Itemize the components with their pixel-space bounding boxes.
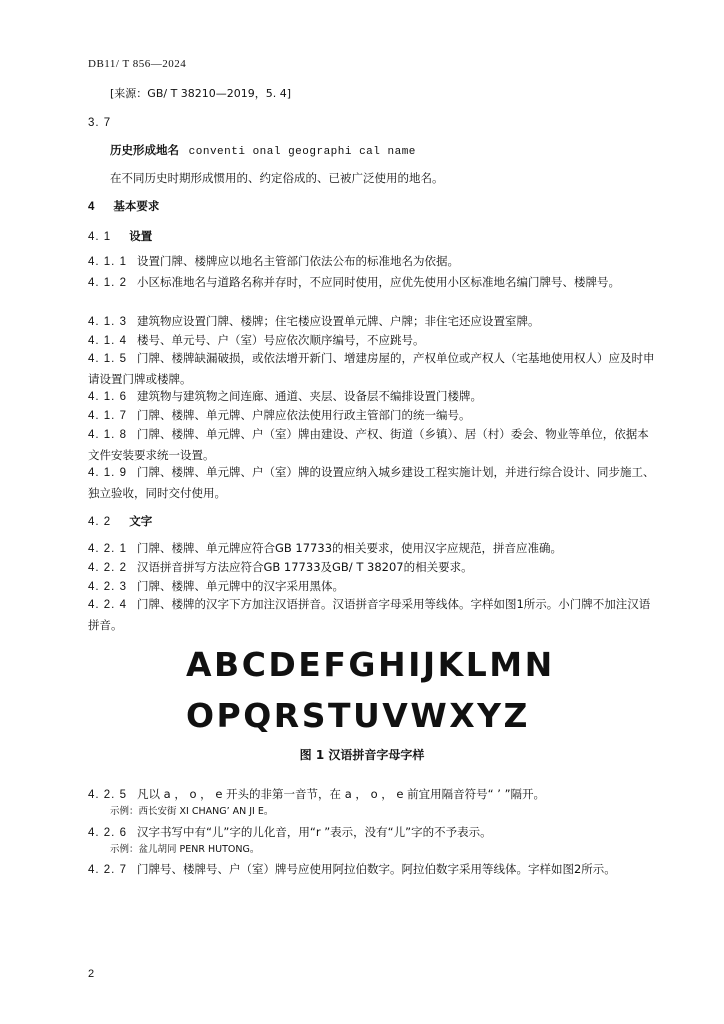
term-number: 3. 7 — [88, 117, 112, 129]
clause-text: 门牌、楼牌、单元牌应符合GB 17733的相关要求，使用汉字应规范，拼音应准确。 — [136, 541, 563, 555]
clause-4-1-6 — [88, 386, 660, 407]
section-4-2-number: 4. 2 — [88, 516, 112, 528]
page-number: 2 — [88, 968, 96, 980]
clause-text: 小区标准地名与道路名称并存时，不应同时使用，应优先使用小区标准地名编门牌号、楼牌号。 — [136, 275, 620, 289]
clause-text: 汉语拼音拼写方法应符合GB 17733及GB/ T 38207的相关要求。 — [136, 560, 473, 574]
section-4-number: 4 — [88, 201, 96, 213]
clause-number: 4. 1. 5 — [88, 353, 127, 365]
clause-4-1-2 — [88, 272, 660, 293]
clause-number: 4. 1. 6 — [88, 391, 127, 403]
example-4-2-6: 示例：盆儿胡同 PENR HUTONG。 — [110, 844, 260, 855]
clause-number: 4. 1. 7 — [88, 410, 127, 422]
term-heading — [110, 142, 416, 160]
term-definition: 在不同历史时期形成惯用的、约定俗成的、已被广泛使用的地名。 — [110, 171, 444, 185]
clause-number: 4. 2. 5 — [88, 789, 127, 801]
clause-number: 4. 1. 1 — [88, 256, 127, 268]
clause-4-1-7 — [88, 405, 660, 426]
clause-4-1-1 — [88, 251, 660, 272]
section-4-heading — [88, 198, 159, 215]
clause-number: 4. 1. 9 — [88, 467, 127, 479]
section-4-title: 基本要求 — [113, 199, 160, 213]
clause-4-2-4 — [88, 594, 660, 635]
clause-text: 门牌、楼牌、单元牌、户（室）牌由建设、产权、街道（乡镇）、居（村）委会、物业等单位，依据本文件安装要求统一设置。 — [88, 427, 649, 462]
clause-4-1-9 — [88, 462, 660, 503]
clause-number: 4. 2. 6 — [88, 827, 127, 839]
term-name-cn: 历史形成地名 — [110, 143, 179, 157]
clause-4-1-8 — [88, 424, 660, 465]
figure-1-caption: 图 1 汉语拼音字母字样 — [299, 748, 425, 762]
section-4-2-title: 文字 — [129, 514, 153, 528]
clause-number: 4. 1. 8 — [88, 429, 127, 441]
clause-text: 门牌、楼牌、单元牌中的汉字采用黑体。 — [136, 579, 344, 593]
clause-text: 设置门牌、楼牌应以地名主管部门依法公布的标准地名为依据。 — [136, 254, 459, 268]
document-code: DB11/ T 856—2024 — [88, 58, 187, 70]
clause-number: 4. 1. 3 — [88, 316, 127, 328]
clause-text: 门牌号、楼牌号、户（室）牌号应使用阿拉伯数字。阿拉伯数字采用等线体。字样如图2所示。 — [136, 862, 616, 876]
clause-4-2-2 — [88, 557, 660, 578]
figure-1-line-1: ABCDEFGHIJKLMN — [186, 645, 555, 684]
clause-number: 4. 1. 2 — [88, 277, 127, 289]
clause-number: 4. 2. 2 — [88, 562, 127, 574]
clause-text: 门牌、楼牌的汉字下方加注汉语拼音。汉语拼音字母采用等线体。字样如图1所示。小门牌不加注汉语拼音。 — [88, 597, 651, 632]
figure-1-line-2: OPQRSTUVWXYZ — [186, 696, 530, 735]
clause-4-2-6 — [88, 822, 660, 843]
section-4-1-number: 4. 1 — [88, 231, 112, 243]
clause-text: 楼号、单元号、户（室）号应依次顺序编号，不应跳号。 — [136, 333, 425, 347]
example-4-2-5: 示例：西长安街 XI CHANG’ AN JI E。 — [110, 806, 274, 817]
section-4-1-title: 设置 — [129, 229, 153, 243]
clause-4-1-3 — [88, 311, 660, 332]
clause-4-1-5 — [88, 348, 660, 389]
clause-4-2-1 — [88, 538, 660, 559]
clause-text: 建筑物应设置门牌、楼牌；住宅楼应设置单元牌、户牌；非住宅还应设置室牌。 — [136, 314, 540, 328]
section-4-1-heading — [88, 228, 152, 245]
clause-text: 汉字书写中有“儿”字的儿化音，用“r ”表示，没有“儿”字的不予表示。 — [136, 825, 492, 839]
clause-4-2-7 — [88, 859, 660, 880]
clause-text: 门牌、楼牌、单元牌、户（室）牌的设置应纳入城乡建设工程实施计划，并进行综合设计、同步施工、独立验收，同时交付使用。 — [88, 465, 655, 500]
clause-number: 4. 2. 4 — [88, 599, 127, 611]
clause-text: 凡以 a ， o ， e 开头的非第一音节，在 a ， o ， e 前宜用隔音符号“ ’ ”隔开。 — [136, 787, 546, 801]
clause-number: 4. 2. 1 — [88, 543, 127, 555]
clause-number: 4. 2. 3 — [88, 581, 127, 593]
section-4-2-heading — [88, 513, 152, 530]
clause-number: 4. 2. 7 — [88, 864, 127, 876]
clause-text: 门牌、楼牌缺漏破损，或依法增开新门、增建房屋的，产权单位或产权人（宅基地使用权人）应及时申请设置门牌或楼牌。 — [88, 351, 655, 386]
clause-number: 4. 1. 4 — [88, 335, 127, 347]
source-note: [来源：GB/ T 38210—2019，5. 4] — [110, 87, 292, 100]
term-name-en: conventi onal geographi cal name — [188, 146, 416, 158]
clause-text: 建筑物与建筑物之间连廊、通道、夹层、设备层不编排设置门楼牌。 — [136, 389, 482, 403]
clause-text: 门牌、楼牌、单元牌、户牌应依法使用行政主管部门的统一编号。 — [136, 408, 471, 422]
clause-4-2-5 — [88, 784, 660, 805]
